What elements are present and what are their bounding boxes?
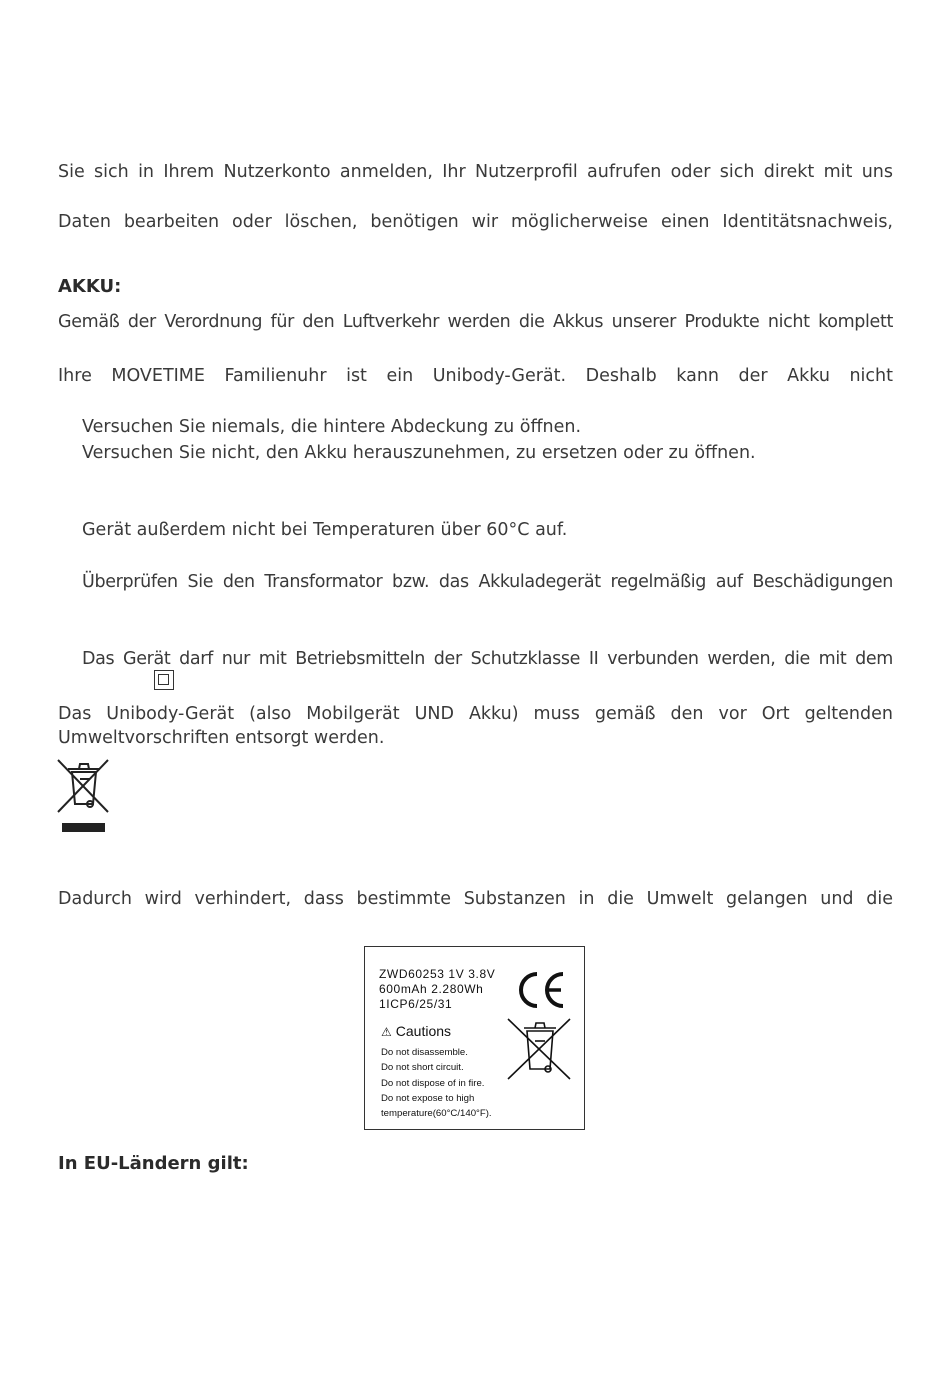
battery-spec	[379, 967, 495, 1012]
battery-spec-1: ZWD60253 1V 3.8V	[379, 967, 496, 981]
warning-icon: ⚠	[381, 1025, 392, 1039]
disposal-line-2: Umweltvorschriften entsorgt werden.	[58, 728, 385, 748]
crossed-out-wheelie-bin-icon	[56, 758, 110, 836]
eu-heading: In EU-Ländern gilt:	[58, 1153, 249, 1174]
cautions-title	[381, 1023, 451, 1039]
privacy-line-2: Daten bearbeiten oder löschen, benötigen wir möglicherweise einen Identitätsnachweis,	[58, 212, 893, 232]
ce-mark-icon	[515, 971, 567, 1009]
disposal-line-1: Das Unibody-Gerät (also Mobilgerät UND Akku) muss gemäß den vor Ort geltenden	[58, 704, 893, 724]
caution-item: Do not short circuit.	[381, 1062, 464, 1074]
caution-item: temperature(60°C/140°F).	[381, 1108, 492, 1120]
battery-label	[364, 946, 585, 1130]
battery-heading: AKKU:	[58, 276, 122, 297]
battery-spec-3: 1ICP6/25/31	[379, 997, 453, 1011]
disposal-paragraph	[58, 702, 893, 750]
caution-list	[381, 1045, 492, 1121]
caution-item: Do not disassemble.	[381, 1047, 468, 1058]
battery-spec-2: 600mAh 2.280Wh	[379, 982, 484, 996]
battery-bullet-2: Versuchen Sie nicht, den Akku herauszunehmen, zu ersetzen oder zu öffnen.	[82, 443, 756, 463]
class-ii-symbol	[154, 670, 174, 690]
battery-bullet-4: Überprüfen Sie den Transformator bzw. das Akkuladegerät regelmäßig auf Beschädigungen	[82, 572, 893, 592]
battery-line-2: Ihre MOVETIME Familienuhr ist ein Unibody-Gerät. Deshalb kann der Akku nicht	[58, 366, 893, 386]
battery-bullet-1: Versuchen Sie niemals, die hintere Abdeckung zu öffnen.	[82, 417, 582, 437]
crossed-out-wheelie-bin-icon	[506, 1017, 572, 1081]
battery-bullet-3: Gerät außerdem nicht bei Temperaturen über 60°C auf.	[82, 520, 568, 540]
battery-bullet-5: Das Gerät darf nur mit Betriebsmitteln der Schutzklasse II verbunden werden, die mit dem	[82, 649, 893, 669]
caution-item: Do not dispose of in fire.	[381, 1077, 485, 1089]
cautions-title-text: Cautions	[395, 1023, 452, 1039]
caution-item: Do not expose to high	[381, 1092, 475, 1104]
privacy-line-1: Sie sich in Ihrem Nutzerkonto anmelden, Ihr Nutzerprofil aufrufen oder sich direkt mit uns	[58, 162, 893, 182]
substances-line: Dadurch wird verhindert, dass bestimmte Substanzen in die Umwelt gelangen und die	[58, 889, 893, 909]
battery-line-1: Gemäß der Verordnung für den Luftverkehr werden die Akkus unserer Produkte nicht komplett	[58, 312, 893, 332]
